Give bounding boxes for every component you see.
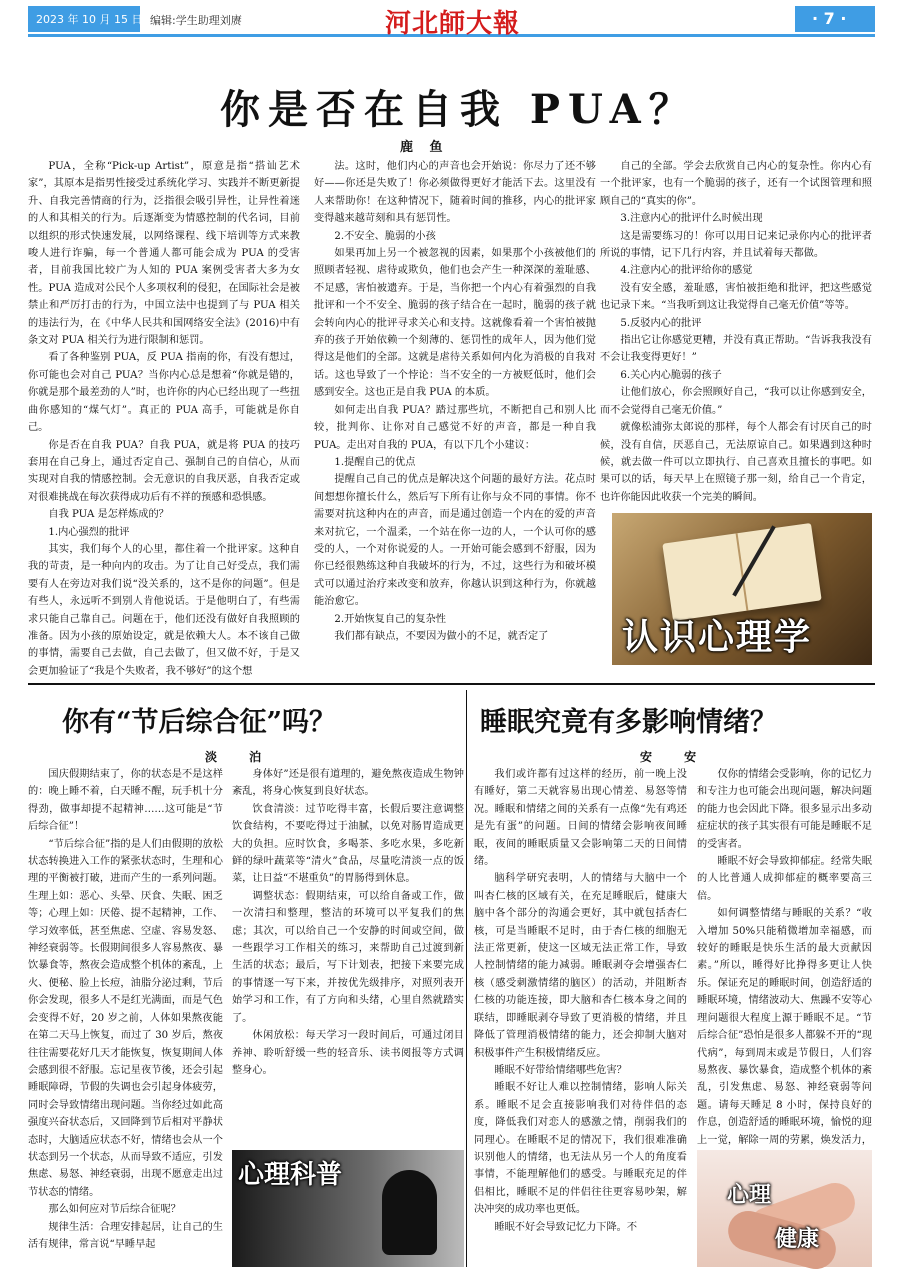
image-caption-health: 健康 [775,1227,820,1252]
paragraph: 饮食清淡：过节吃得丰富，长假后要注意调整饮食结构，不要吃得过于油腻，以免对肠胃造成更大的负担。应时饮食，多喝茶、多吃水果，多吃新鲜的绿叶蔬菜等“清火”食品，尽量吃清淡一点的饭菜，让日益“不堪重负”的胃肠得到休息。 [232,803,464,885]
article3-title: 睡眠究竟有多影响情绪？ [480,707,777,738]
psychology-science-photo [232,1150,464,1267]
paragraph: 规律生活：合理安排起居，让自己的生活有规律，常言说“早睡早起 [28,1221,223,1250]
section-divider [28,683,875,685]
paragraph: 其实，我们每个人的心里，都住着一个批评家。这种自我的苛责，是一种向内的攻击。为了让自己好受点，我们需要有人在旁边对我们说“没关系的，这不是你的问题”。但是有些人，永远听不到别人肯他说话。于是他明白了，有些需求只能自己靠自己。问题在于，他们还没有做好自我照顾的准备。因为小孩的原始设定，就是依赖大人。本不该自己做的事情，需要自己去做，自己去做了，但又做不好，于是又会更加验证了“我是个失败者，我不够好”的这个想 [28,543,300,677]
subheading: 4.注意内心的批评给你的感觉 [620,265,753,277]
article1-column-3 [600,158,872,508]
subheading: 睡眠不好带给情绪哪些危害？ [494,1064,627,1076]
paragraph: 就像松浦弥太郎说的那样，每个人都会有讨厌自己的时候，没有自信，厌恶自己，无法原谅自己。如果遇到这种时候，就去做一件可以立即执行、自己喜欢且擅长的事吧。如果可以的话，每天早上在照镜子那一刻，给自己一个肯定，也许你能因此收获一个完美的瞬间。 [600,422,872,503]
subheading: 5.反驳内心的批评 [620,317,702,329]
article3-author: 安 安 [640,750,711,764]
page-number: · 7 · [812,9,847,28]
paragraph: 睡眠不好会导致记忆力下降。不 [494,1221,638,1233]
paragraph: 调整状态：假期结束，可以给自备或工作，做一次清扫和整理，整洁的环境可以平复我们的焦虑；其次，可以给自己一个安静的时间或空间，做一些跟学习工作相关的练习，来帮助自己过渡到新生活的状态；最后，写下计划表，把接下来要完成的事情逐一写下来，并按优先级排序，对照列表开始学习和工作，有了方向和头绪，心里自然就踏实了。 [232,890,464,1024]
paragraph: 没有安全感，羞耻感，害怕被拒绝和批评，把这些感觉也记录下来。“当我听到这让我觉得自己毫无价值”等等。 [600,282,872,312]
psychology-book-photo [612,513,872,665]
image-caption-science: 心理科普 [238,1160,343,1190]
paragraph: 仅你的情绪会受影响，你的记忆力和专注力也可能会出现问题，解决问题的能力也会因此下降。很多显示出多动症症状的孩子其实很有可能是睡眠不足的受害者。 [697,769,872,850]
article1-column-1 [28,158,300,677]
head-silhouette-image [382,1170,437,1255]
paragraph: 你是否在自我 PUA？自我 PUA，就是将 PUA 的技巧套用在自己身上，通过否定自己、强制自己的自信心，从而实现对自我的情感控制。会无意识的自我厌恶，自我否定或对很难挑战在每次获得成功后有不祥的预感和恐惧感。 [28,439,300,503]
article1-author: 鹿 鱼 [400,140,449,155]
paragraph: 我们或许都有过这样的经历，前一晚上没有睡好，第二天就容易出现心情差、易怒等情况。睡眠和情绪之间的关系有一点像“先有鸡还是先有蛋”的问题。日间的情绪会影响夜间睡眠，夜间的睡眠质量又会影响第二天的日间情绪。 [474,769,687,868]
issue-date: 2023 年 10 月 15 日 [36,13,143,26]
subheading: 2.不安全、脆弱的小孩 [334,230,436,242]
column-divider [466,690,467,1267]
subheading: 那么如何应对节后综合征呢？ [48,1204,181,1216]
article1-title: 你是否在自我 PUA？ [220,86,697,133]
open-book-image [662,523,821,621]
paragraph: 睡眠不好会导致抑郁症。经常失眠的人比普通人成抑郁症的概率要高三倍。 [697,856,872,902]
paragraph: 提醒自己自己的优点是解决这个问题的最好方法。花点时间想想你擅长什么，然后写下所有让你与众不同的事情。你不需要对抗这种内在的声音，而是通过创造一个内在的爱的声音来对抗它，一个温柔，一个站在你一边的人，一个认可你的感受的人，一个对你说爱的人。一开始可能会感到不舒服，因为你已经很熟练这种自我破坏的行为，不过，这些行为和破坏模式可以通过治疗来改变和放弃，你越认识到这种行为，你就越能治愈它。 [314,474,596,608]
mental-health-hands-photo [697,1150,872,1267]
article2-title: 你有“节后综合征”吗？ [62,707,337,738]
subheading: 自我 PUA 是怎样炼成的？ [48,509,169,521]
subheading: 6.关心内心脆弱的孩子 [620,369,722,381]
subheading: 2.开始恢复自己的复杂性 [334,613,446,625]
paragraph: 我们都有缺点，不要因为做小的不足，就否定了 [334,630,549,642]
paragraph: 国庆假期结束了，你的状态是不是这样的：晚上睡不着，白天睡不醒，玩手机十分得劲，做事却提不起精神……这可能是“节后综合征”！ [28,769,223,833]
paragraph: 如何调整情绪与睡眠的关系？“收入增加 50%只能稍微增加幸福感，而较好的睡眠是快乐生活的最大贡献因素。”所以，睡得好比挣得多更让人快乐。保证充足的睡眠时间，创造舒适的睡眠环境，情绪波动大、焦躁不安等心理问题很大程度上源于睡眠不足。“节后综合征”恐怕是很多人都躲不开的“现代病”，每到周末或是节假日，人们容易熬夜、暴饮暴食，造成整个机体的紊乱，引发焦虑、易怒、神经衰弱等问题。请每天睡足 8 小时，保持良好的作息，创造舒适的睡眠环境，愉悦的迎上一觉，解除一周的劳累，焕发活力， [697,908,872,1146]
article2-author: 淡 泊 [205,750,276,764]
paragraph: 让他们放心，你会照顾好自己，“我可以让你感到安全，而不会觉得自己毫无价值。” [600,387,872,416]
article2-column-2 [232,766,464,1146]
article3-column-1 [474,766,687,1267]
article2-column-1 [28,766,223,1267]
image-caption-psychology: 认识心理学 [622,617,813,658]
subheading: 3.注意内心的批评什么时候出现 [620,213,763,225]
paragraph: 这是需要练习的！你可以用日记来记录你内心的批评者所说的事情，记下几行内容，并且试着每天都做。 [600,230,872,260]
paragraph: “节后综合征”指的是人们由假期的放松状态转换进入工作的紧张状态时，生理和心理的平衡被打破，进而产生的一系列问题。生理上如：恶心、头晕、厌食、失眠、困乏等；心理上如：厌倦、提不起精神，工作、学习效率低，甚至焦虑、空虚、容易发怒、神经衰弱等。长假期间很多人容易熬夜、暴饮暴食等，熬夜会造成整个机体的紊乱，上火、便秘、脸上长痘，油脂分泌过剩，节后你会发现，很多人不是红光满面，而是气色会变得不好，20 岁之前，人体如果熬夜能在第二天马上恢复，而过了 30 岁后，熬夜往往需要花好几天才能恢复，恢复期间人体会感到很不舒服。忘记星夜节後，还会引起睡眠障碍，节假的失调也会引起身体疲劳，同时会导致情绪出现问题。当你经过如此高强度兴奋状态后，又回降到节后相对平静状态时，大脑适应状态不好，情绪也会从一个状态到另一个状态，从而导致不适应，引发焦虑、易怒、神经衰弱，出现不愿意走出过节状态的情绪。 [28,838,223,1198]
paragraph: 法。这时，他们内心的声音也会开始说：你尽力了还不够好——你还是失败了！你必须做得更好才能活下去。这里没有人来帮助你！在这种情况下，随着时间的推移，内心的批评家变得越来越苛刻和具有惩罚性。 [314,161,596,225]
paragraph: 身体好”还是很有道理的，避免熬夜造成生物钟紊乱，将身心恢复到良好状态。 [232,769,464,798]
subheading: 1.内心强烈的批评 [48,526,130,538]
paragraph: 睡眠不好让人难以控制情绪，影响人际关系。睡眠不足会直接影响我们对待伴侣的态度，降低我们对恋人的感激之情，削弱我们的同理心。在睡眠不足的情况下，我们很难准确识别他人的情绪，也无法从另一个人的角度看事情，不能理解他们的感受。与睡眠充足的伴侣相比，睡眠不足的伴侣往往更容易吵架，解决冲突的成功率也更低。 [474,1082,687,1216]
image-caption-mind: 心理 [727,1183,772,1208]
page-header [0,0,900,40]
paragraph: 指出它让你感觉更糟，并没有真正帮助。“告诉我我没有不会让我变得更好！” [600,335,872,364]
paragraph: 如何走出自我 PUA？踏过那些坑，不断把自己和别人比较，批判你、让你对自己感觉不好的声音，都是一种自我 PUA。走出对自我的 PUA，有以下几个小建议： [314,404,596,451]
paragraph: 脑科学研究表明，人的情绪与大脑中一个叫杏仁核的区域有关，在充足睡眠后，健康大脑中各个部分的沟通会更好，其中就包括杏仁核，可是当睡眠不足时，由于杏仁核的细胞无法正常更新，使这一区域无法正常工作，导致人控制情绪的能力减弱。睡眠剥夺会增强杏仁核（感受刺激情绪的脑区）的活动，并阻断杏仁核的功能连接，即大脑和杏仁核本身之间的联结，即睡眠剥夺导致了更消极的情绪，并且降低了管理消极情绪的能力，还会抑制大脑对积极事件产生积极情绪反应。 [474,873,687,1059]
subheading: 1.提醒自己的优点 [334,456,416,468]
paragraph: 如果再加上另一个被忽视的因素，如果那个小孩被他们的照顾者轻视、虐待或欺负，他们也会产生一种深深的羞耻感、不足感，害怕被遗弃。于是，当你把一个内心有着强烈的自我批评和一个不安全、脆弱的孩子结合在一起时，脆弱的孩子就会转向内心的批评寻求关心和支持。这就像看着一个害怕被抛弃的孩子开始依赖一个刻薄的、惩罚性的成年人，因为他们觉得这是他们的全部。这就是虐待关系如何内化为消极的自我对话。这也导致了一个悖论：当不安全的一方被贬低时，他们会感到安全。这也正是自我 PUA 的本质。 [314,248,596,399]
article1-column-2 [314,158,596,673]
editor-credit: 编辑:学生助理刘赓 [150,14,242,27]
paragraph: 自己的全部。学会去欣赏自己内心的复杂性。你内心有一个批评家，也有一个脆弱的孩子，还有一个试图管理和照顾自己的“真实的你”。 [600,161,872,207]
paragraph: 休闲放松：每天学习一段时间后，可通过闭目养神、聆听舒缓一些的轻音乐、读书阅报等方式调整身心。 [232,1030,464,1076]
newspaper-masthead: 河北師大報 [385,9,521,39]
article3-column-2 [697,766,872,1146]
paragraph: PUA，全称“Pick-up Artist”，原意是指“搭讪艺术家”，其原本是指男性接受过系统化学习、实践并不断更新提升、自我完善情商的行为，泛指很会吸引异性，让异性着迷的人和其相关的行为。后逐渐变为情感控制的代名词，目前以组织的形式快速发展，以网络课程、线下培训等方式来教唆人进行诈骗，每一个普通人都可能会成为 PUA 的受害者，目前我国比较广为人知的 PUA 案例受害者大多为女性。PUA 造成对公民个人多项权利的侵犯，在国际社会是被禁止和严厉打击的行为，中国立法中也提到了与 PUA 相关的违法行为，在《中华人民共和国网络安全法》(2016)中有条文对 PUA 相关行为进行限制和惩罚。 [28,161,300,347]
paragraph: 看了各种鉴别 PUA，反 PUA 指南的你，有没有想过，你可能也会对自己 PUA？当你内心总是想着“你就是错的，你就是那个最差劲的人”时，也许你的内心已经出现了一些扭曲你感知的“煤气灯”。真正的 PUA 高手，可能就是你自己。 [28,352,300,434]
